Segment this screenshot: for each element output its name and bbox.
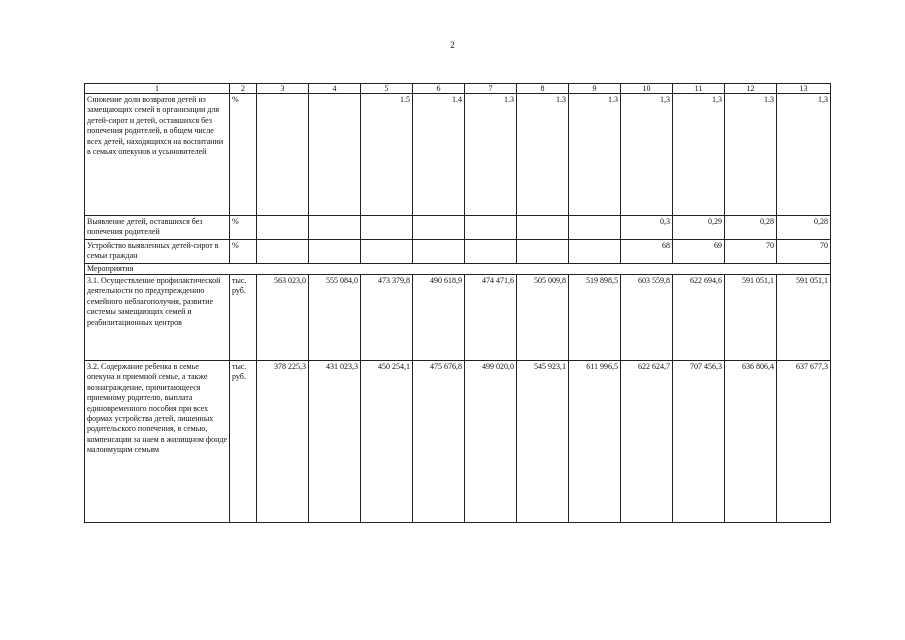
value-cell: 490 618,9	[413, 275, 465, 361]
unit-cell: %	[230, 240, 257, 264]
value-cell: 68	[621, 240, 673, 264]
value-cell	[413, 216, 465, 240]
value-cell: 475 676,8	[413, 361, 465, 523]
indicators-table	[84, 83, 831, 523]
indicator-label: Выявление детей, оставшихся без попечения родителей	[85, 216, 230, 240]
value-cell: 1,3	[673, 94, 725, 216]
value-cell: 70	[777, 240, 831, 264]
value-cell	[257, 94, 309, 216]
value-cell	[465, 216, 517, 240]
value-cell	[517, 240, 569, 264]
value-cell: 431 023,3	[309, 361, 361, 523]
value-cell: 1.3	[465, 94, 517, 216]
value-cell: 1.3	[725, 94, 777, 216]
indicator-label: Устройство выявленных детей-сирот в семьи граждан	[85, 240, 230, 264]
unit-cell: тыс. руб.	[230, 361, 257, 523]
column-number: 10	[621, 84, 673, 94]
column-number: 3	[257, 84, 309, 94]
value-cell: 1.4	[413, 94, 465, 216]
activity-label: 3.2. Содержание ребенка в семье опекуна и приемной семье, а также вознаграждение, причитающееся приемному родителю, выплата единовременного пособия при всех формах устройства детей, лишенных родительского попечения, в семью, компенсации за наем в жилищном фонде малоимущим семьям	[85, 361, 230, 523]
column-number: 9	[569, 84, 621, 94]
value-cell	[517, 216, 569, 240]
column-number: 13	[777, 84, 831, 94]
value-cell: 70	[725, 240, 777, 264]
table-row	[85, 361, 831, 523]
value-cell: 545 923,1	[517, 361, 569, 523]
unit-cell: %	[230, 216, 257, 240]
value-cell: 603 559,8	[621, 275, 673, 361]
value-cell: 0,3	[621, 216, 673, 240]
value-cell	[309, 240, 361, 264]
column-number: 7	[465, 84, 517, 94]
column-number: 4	[309, 84, 361, 94]
value-cell: 378 225,3	[257, 361, 309, 523]
activity-label: 3.1. Осуществление профилактической деятельности по предупреждению семейного неблагополучия, развитие системы замещающих семей и реабилитационных центров	[85, 275, 230, 361]
column-numbers-row	[85, 84, 831, 94]
value-cell: 474 471,6	[465, 275, 517, 361]
column-number: 1	[85, 84, 230, 94]
value-cell: 473 379,8	[361, 275, 413, 361]
value-cell	[361, 240, 413, 264]
value-cell: 636 806,4	[725, 361, 777, 523]
column-number: 11	[673, 84, 725, 94]
value-cell: 1,3	[777, 94, 831, 216]
value-cell	[465, 240, 517, 264]
column-number: 2	[230, 84, 257, 94]
value-cell: 611 996,5	[569, 361, 621, 523]
table-row	[85, 94, 831, 216]
value-cell	[413, 240, 465, 264]
indicator-label: Снижение доли возвратов детей из замещающих семей в организации для детей-сирот и детей, оставшихся без попечения родителей, в общем числе всех детей, находящихся на воспитании в семьях опекунов и усыновителей	[85, 94, 230, 216]
value-cell: 591 051,1	[777, 275, 831, 361]
value-cell: 450 254,1	[361, 361, 413, 523]
value-cell	[569, 240, 621, 264]
table-row	[85, 275, 831, 361]
value-cell	[257, 240, 309, 264]
value-cell: 0,28	[725, 216, 777, 240]
value-cell: 1.3	[517, 94, 569, 216]
section-title: Мероприятия	[85, 264, 831, 275]
column-number: 12	[725, 84, 777, 94]
value-cell: 1,3	[621, 94, 673, 216]
column-number: 5	[361, 84, 413, 94]
page-number: 2	[450, 40, 455, 50]
table-row	[85, 216, 831, 240]
value-cell: 519 898,5	[569, 275, 621, 361]
value-cell: 563 023,0	[257, 275, 309, 361]
value-cell	[309, 216, 361, 240]
value-cell: 555 084,0	[309, 275, 361, 361]
column-number: 6	[413, 84, 465, 94]
value-cell: 637 677,3	[777, 361, 831, 523]
value-cell: 707 456,3	[673, 361, 725, 523]
value-cell: 591 051,1	[725, 275, 777, 361]
value-cell	[257, 216, 309, 240]
value-cell: 622 624,7	[621, 361, 673, 523]
value-cell	[569, 216, 621, 240]
value-cell: 505 009,8	[517, 275, 569, 361]
value-cell: 499 020,0	[465, 361, 517, 523]
value-cell: 622 694,6	[673, 275, 725, 361]
value-cell	[361, 216, 413, 240]
value-cell: 69	[673, 240, 725, 264]
value-cell: 0,28	[777, 216, 831, 240]
value-cell: 1.3	[569, 94, 621, 216]
column-number: 8	[517, 84, 569, 94]
value-cell	[309, 94, 361, 216]
table-row	[85, 240, 831, 264]
section-row	[85, 264, 831, 275]
value-cell: 1.5	[361, 94, 413, 216]
unit-cell: %	[230, 94, 257, 216]
value-cell: 0,29	[673, 216, 725, 240]
unit-cell: тыс. руб.	[230, 275, 257, 361]
